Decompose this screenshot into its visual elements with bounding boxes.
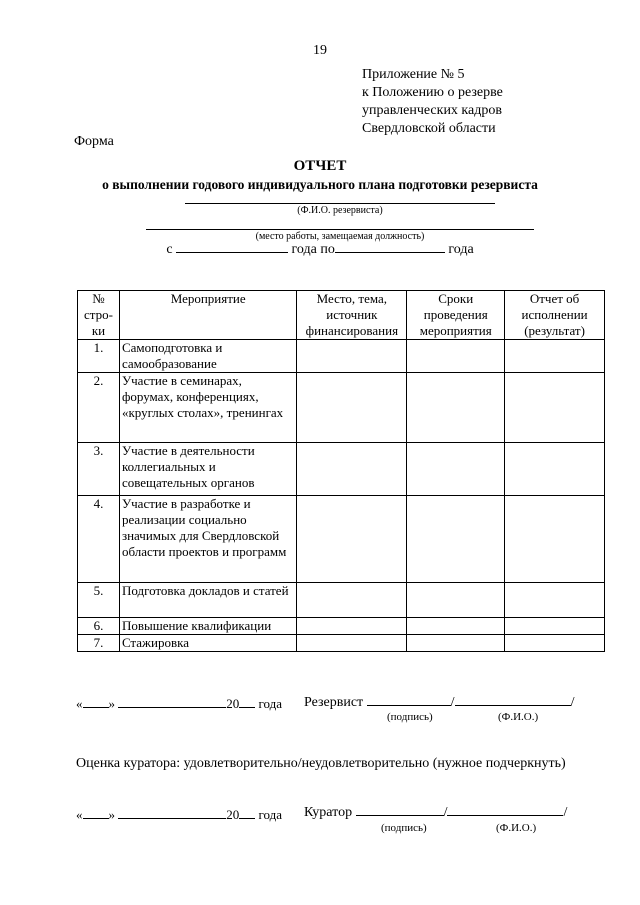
appendix-line: к Положению о резерве bbox=[362, 85, 503, 100]
plan-table bbox=[77, 290, 605, 652]
signature2-date bbox=[76, 806, 282, 823]
row-cell bbox=[297, 618, 407, 635]
header-result: Отчет об исполнении (результат) bbox=[505, 291, 605, 340]
row-cell bbox=[505, 340, 605, 373]
signature1-date bbox=[76, 695, 282, 712]
row-cell bbox=[407, 496, 505, 583]
row-cell bbox=[407, 340, 505, 373]
row-activity: Повышение квалификации bbox=[119, 618, 296, 635]
table-row bbox=[78, 635, 605, 652]
report-title: ОТЧЕТ bbox=[293, 158, 347, 174]
row-cell bbox=[505, 443, 605, 496]
row-num: 6. bbox=[78, 618, 120, 635]
row-cell bbox=[505, 373, 605, 443]
table-row bbox=[78, 373, 605, 443]
sign-blank bbox=[356, 803, 444, 816]
period-year-to: года по bbox=[291, 242, 335, 257]
year-blank bbox=[239, 806, 255, 819]
table-row bbox=[78, 496, 605, 583]
row-cell bbox=[297, 496, 407, 583]
row-cell bbox=[407, 443, 505, 496]
table-row bbox=[78, 618, 605, 635]
signature2-role-line: Куратор / / bbox=[304, 805, 568, 820]
quote-open: « bbox=[76, 696, 83, 711]
row-cell bbox=[505, 496, 605, 583]
month-blank bbox=[118, 806, 226, 819]
table-row bbox=[78, 340, 605, 373]
header-place: Место, тема, источник финансирования bbox=[297, 291, 407, 340]
row-cell bbox=[297, 635, 407, 652]
sign-blank bbox=[367, 693, 451, 706]
row-activity: Самоподготовка и самообразование bbox=[119, 340, 296, 373]
row-cell bbox=[407, 618, 505, 635]
row-num: 5. bbox=[78, 583, 120, 618]
row-cell bbox=[407, 635, 505, 652]
fio-blank bbox=[447, 803, 563, 816]
quote-close: » bbox=[108, 807, 115, 822]
report-subtitle: о выполнении годового индивидуального плана подготовки резервиста bbox=[102, 177, 538, 192]
row-activity: Участие в разработке и реализации социально значимых для Свердловской области проектов и программ bbox=[119, 496, 296, 583]
row-cell bbox=[505, 635, 605, 652]
day-blank bbox=[83, 806, 109, 819]
fio-blank bbox=[455, 693, 571, 706]
row-num: 7. bbox=[78, 635, 120, 652]
table-row bbox=[78, 583, 605, 618]
period-year: года bbox=[448, 242, 474, 257]
fio-line bbox=[185, 203, 495, 204]
header-activity: Мероприятие bbox=[119, 291, 296, 340]
signature1-role-line: Резервист / / bbox=[304, 695, 575, 710]
header-dates: Сроки проведения мероприятия bbox=[407, 291, 505, 340]
row-cell bbox=[505, 618, 605, 635]
row-cell bbox=[297, 340, 407, 373]
signature1-sign-caption: (подпись) bbox=[387, 711, 433, 723]
row-num: 4. bbox=[78, 496, 120, 583]
period-from: с bbox=[166, 242, 173, 257]
workplace-caption: (место работы, замещаемая должность) bbox=[255, 231, 425, 242]
table-header-row bbox=[78, 291, 605, 340]
year-prefix: 20 bbox=[226, 696, 240, 711]
period-start-blank bbox=[176, 240, 288, 253]
year-suffix: года bbox=[258, 696, 283, 711]
signature2-sign-caption: (подпись) bbox=[381, 822, 427, 834]
appendix-line: Приложение № 5 bbox=[362, 67, 465, 82]
signature2-fio-caption: (Ф.И.О.) bbox=[496, 822, 537, 834]
period-end-blank bbox=[335, 240, 445, 253]
month-blank bbox=[118, 695, 226, 708]
row-num: 3. bbox=[78, 443, 120, 496]
row-cell bbox=[407, 583, 505, 618]
appendix-line: Свердловской области bbox=[362, 121, 496, 136]
row-cell bbox=[297, 583, 407, 618]
curator-label: Куратор bbox=[304, 805, 353, 820]
reservist-label: Резервист bbox=[304, 695, 364, 710]
row-cell bbox=[407, 373, 505, 443]
row-activity: Участие в семинарах, форумах, конференциях, «круглых столах», тренингах bbox=[119, 373, 296, 443]
row-cell bbox=[297, 443, 407, 496]
quote-open: « bbox=[76, 807, 83, 822]
row-activity: Участие в деятельности коллегиальных и совещательных органов bbox=[119, 443, 296, 496]
table-row bbox=[78, 443, 605, 496]
row-activity: Стажировка bbox=[119, 635, 296, 652]
row-num: 1. bbox=[78, 340, 120, 373]
page-number: 19 bbox=[313, 43, 327, 58]
signature1-fio-caption: (Ф.И.О.) bbox=[498, 711, 539, 723]
row-num: 2. bbox=[78, 373, 120, 443]
form-label: Форма bbox=[74, 134, 114, 149]
fio-caption: (Ф.И.О. резервиста) bbox=[297, 205, 383, 216]
workplace-line bbox=[146, 229, 534, 230]
row-cell bbox=[297, 373, 407, 443]
day-blank bbox=[83, 695, 109, 708]
period-line bbox=[0, 240, 640, 258]
quote-close: » bbox=[108, 696, 115, 711]
appendix-line: управленческих кадров bbox=[362, 103, 502, 118]
row-cell bbox=[505, 583, 605, 618]
appendix-block bbox=[362, 66, 503, 138]
year-suffix: года bbox=[258, 807, 283, 822]
year-blank bbox=[239, 695, 255, 708]
row-activity: Подготовка докладов и статей bbox=[119, 583, 296, 618]
curator-assessment: Оценка куратора: удовлетворительно/неудовлетворительно (нужное подчеркнуть) bbox=[76, 756, 566, 771]
header-num: № стро-ки bbox=[78, 291, 120, 340]
year-prefix: 20 bbox=[226, 807, 240, 822]
